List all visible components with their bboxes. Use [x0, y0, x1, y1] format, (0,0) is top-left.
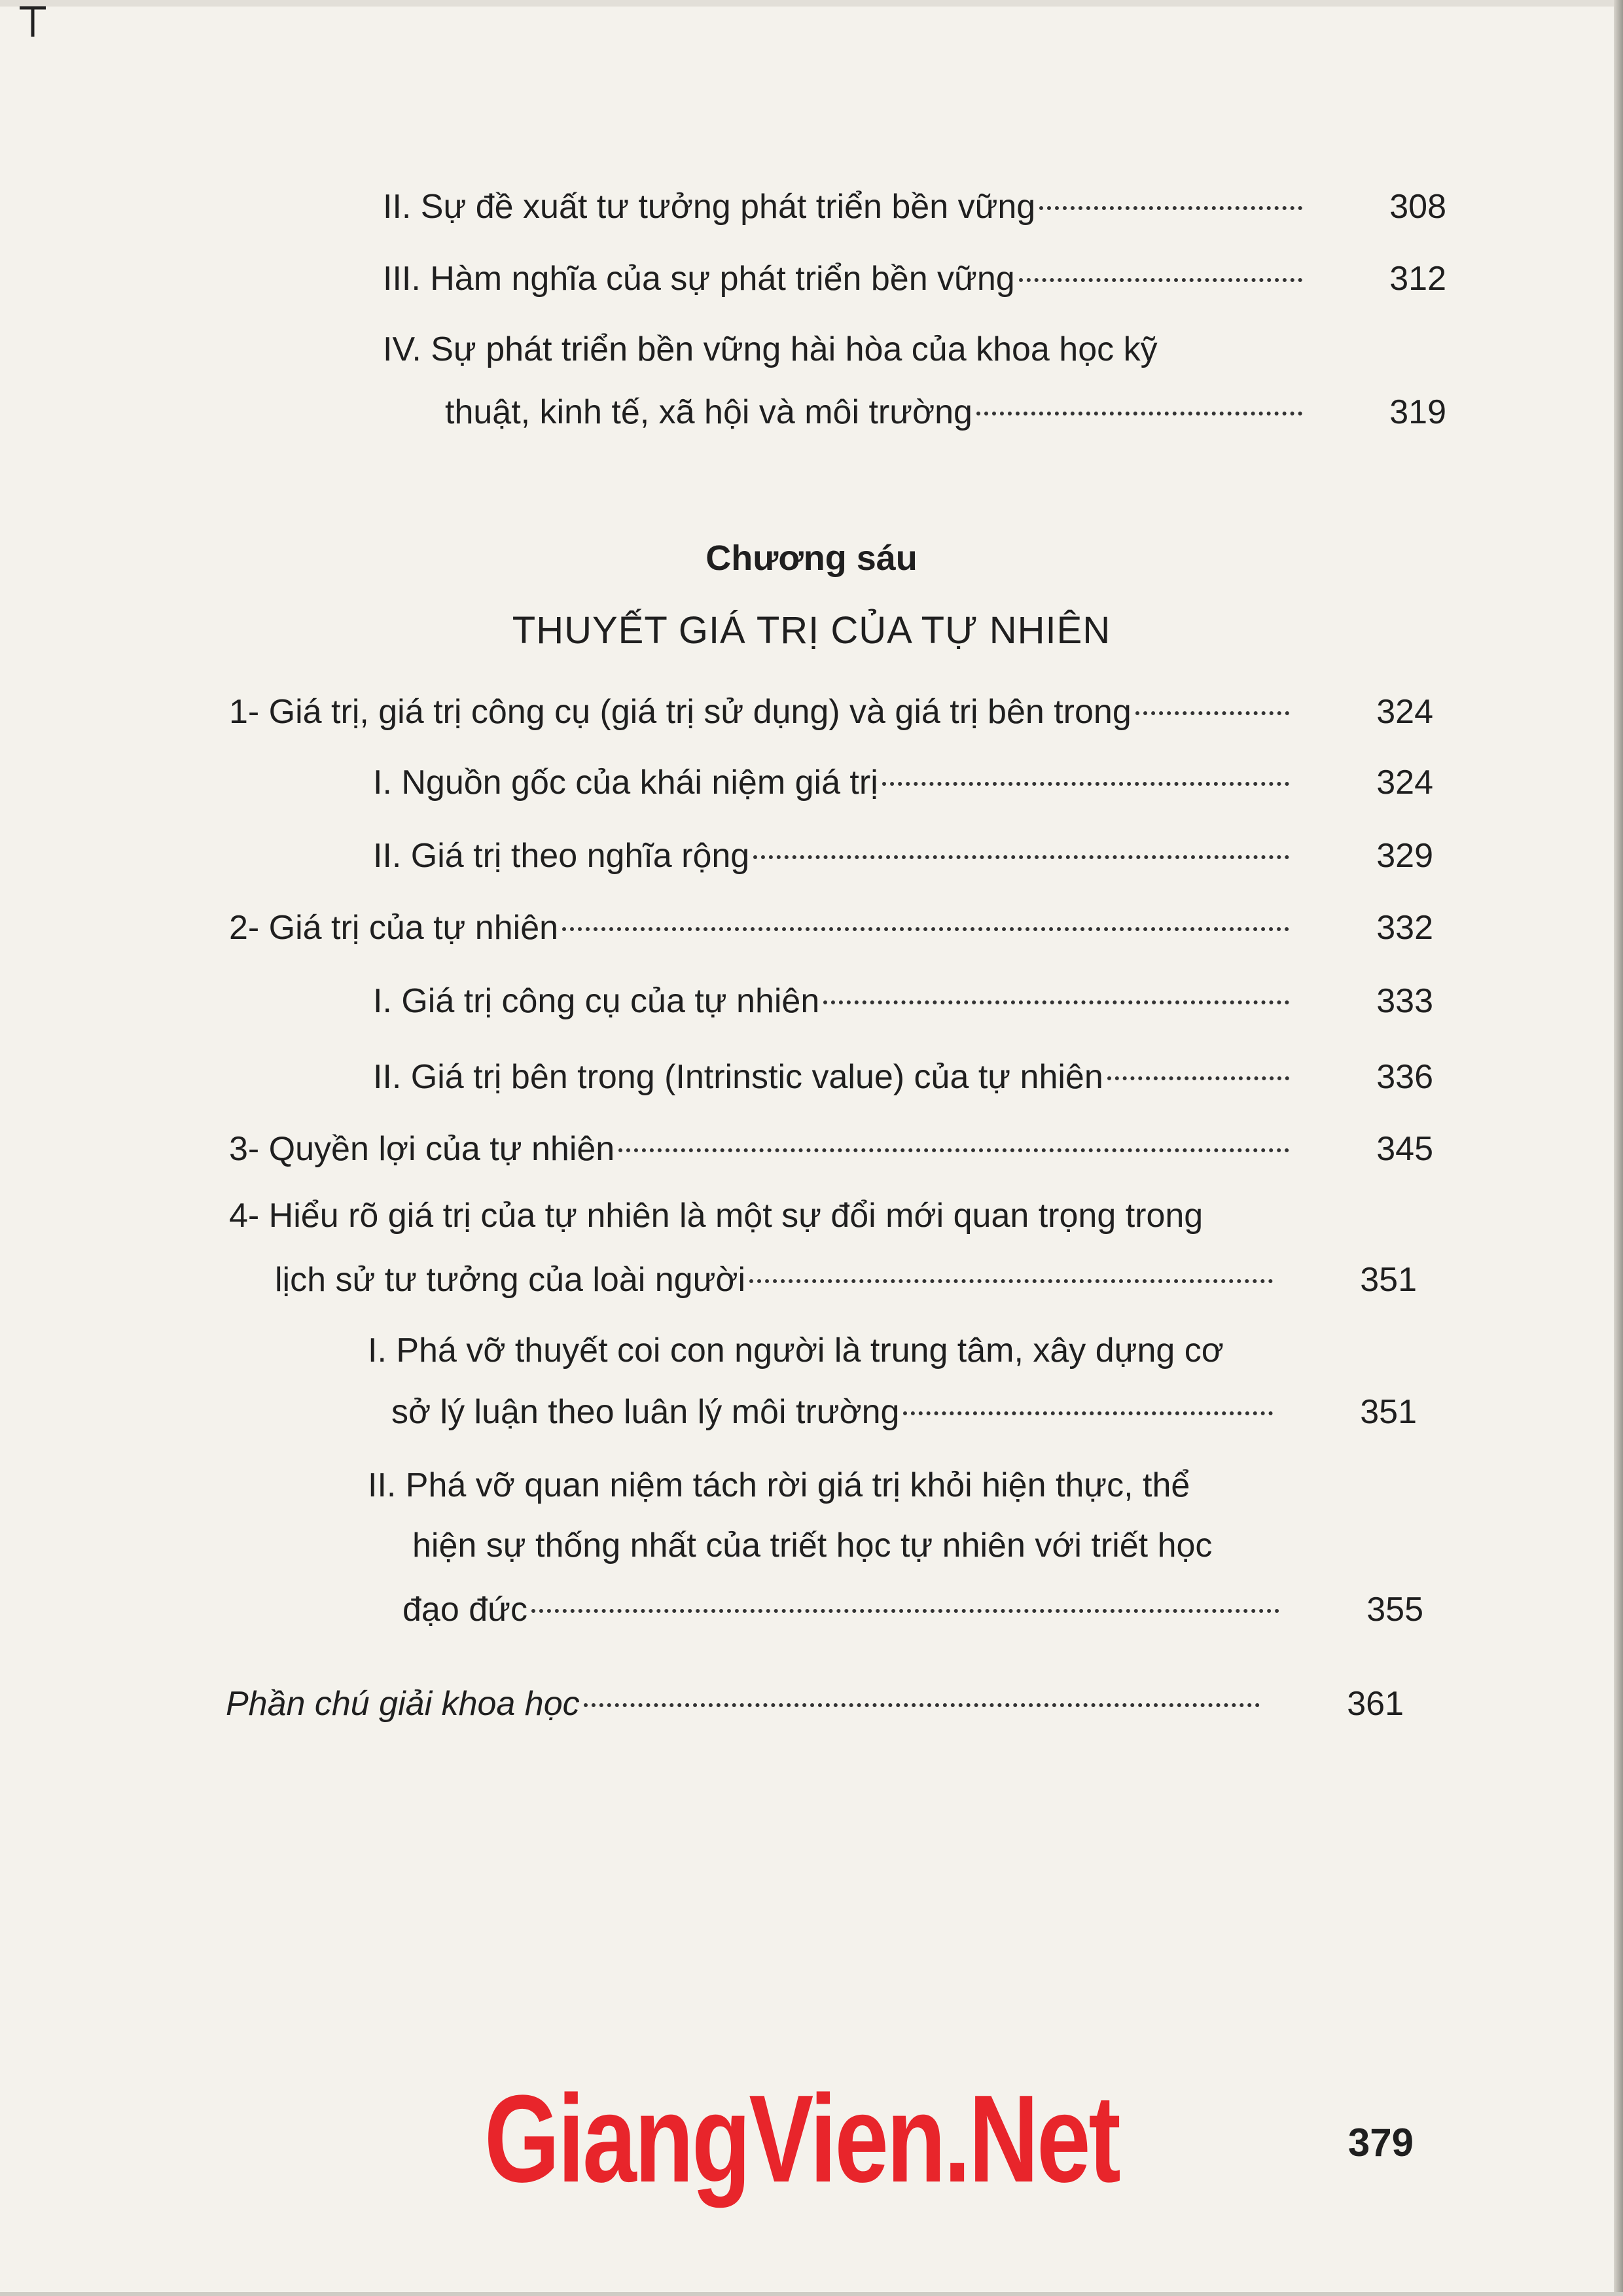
dot-leader: [1039, 206, 1302, 210]
toc-entry[interactable]: [373, 826, 1433, 886]
page-number: 379: [1347, 2121, 1414, 2164]
toc-entry-page: 336: [1376, 1058, 1433, 1096]
toc-entry-page: 351: [1360, 1393, 1417, 1431]
toc-entry-label: đạo đức: [402, 1591, 527, 1629]
toc-entry[interactable]: [383, 177, 1446, 237]
toc-entry[interactable]: [373, 971, 1433, 1031]
toc-entry[interactable]: [229, 1119, 1433, 1179]
toc-entry-page: 329: [1376, 837, 1433, 875]
toc-entry[interactable]: [383, 249, 1446, 309]
dot-leader: [882, 782, 1289, 786]
toc-entry-page: 332: [1376, 909, 1433, 947]
toc-entry-page: 319: [1389, 393, 1446, 431]
toc-entry-label: I. Giá trị công cụ của tự nhiên: [373, 982, 820, 1020]
toc-entry-page: 361: [1347, 1685, 1404, 1723]
toc-entry-label: 1- Giá trị, giá trị công cụ (giá trị sử dụng) và giá trị bên trong: [229, 693, 1132, 731]
toc-entry-label: II. Giá trị bên trong (Intrinstic value) của tự nhiên: [373, 1058, 1103, 1096]
dot-leader: [753, 855, 1289, 859]
dot-leader: [1019, 278, 1302, 282]
dot-leader: [531, 1609, 1279, 1613]
toc-entry-label: lịch sử tư tưởng của loài người: [275, 1261, 746, 1299]
toc-entry[interactable]: [275, 1250, 1417, 1310]
dot-leader: [562, 927, 1289, 931]
corner-crop-mark-icon: [20, 4, 46, 37]
toc-entry[interactable]: [373, 1047, 1433, 1107]
toc-entry-label-line1: I. Phá vỡ thuyết coi con người là trung tâm, xây dựng cơ: [368, 1332, 1224, 1369]
toc-entry-label: Phần chú giải khoa học: [226, 1685, 580, 1723]
scan-edge-bottom: [0, 2292, 1623, 2296]
dot-leader: [823, 1000, 1289, 1004]
toc-entry-label: II. Sự đề xuất tư tưởng phát triển bền vững: [383, 188, 1036, 226]
chapter-title: THUYẾT GIÁ TRỊ CỦA TỰ NHIÊN: [512, 609, 1111, 652]
dot-leader: [976, 412, 1302, 415]
dot-leader: [618, 1148, 1289, 1152]
dot-leader: [1135, 711, 1289, 715]
toc-entry-label: 3- Quyền lợi của tự nhiên: [229, 1130, 615, 1168]
toc-entry-page: 324: [1376, 764, 1433, 802]
toc-entry-label: sở lý luận theo luân lý môi trường: [391, 1393, 900, 1431]
toc-entry[interactable]: [229, 682, 1433, 742]
dot-leader: [1107, 1076, 1289, 1080]
toc-entry[interactable]: [445, 382, 1446, 442]
dot-leader: [749, 1279, 1273, 1283]
toc-entry-annotations[interactable]: [226, 1674, 1404, 1734]
toc-entry-label-line1: IV. Sự phát triển bền vững hài hòa của khoa học kỹ: [383, 330, 1158, 368]
watermark-logo: GiangVien.Net: [484, 2070, 1119, 2208]
toc-entry-page: 333: [1376, 982, 1433, 1020]
toc-entry-label-line1: II. Phá vỡ quan niệm tách rời giá trị khỏi hiện thực, thể: [368, 1466, 1190, 1504]
toc-entry-label-line1: 4- Hiểu rõ giá trị của tự nhiên là một sự đổi mới quan trọng trong: [229, 1197, 1204, 1235]
toc-entry[interactable]: [373, 752, 1433, 813]
toc-entry-label: I. Nguồn gốc của khái niệm giá trị: [373, 764, 878, 802]
toc-entry[interactable]: [402, 1580, 1423, 1640]
toc-entry-label: 2- Giá trị của tự nhiên: [229, 909, 559, 947]
toc-entry-label: thuật, kinh tế, xã hội và môi trường: [445, 393, 972, 431]
toc-entry-page: 355: [1366, 1591, 1423, 1629]
dot-leader: [903, 1411, 1273, 1415]
toc-entry[interactable]: [391, 1382, 1417, 1442]
dot-leader: [584, 1703, 1260, 1707]
toc-entry-label: III. Hàm nghĩa của sự phát triển bền vững: [383, 260, 1015, 298]
toc-entry-page: 324: [1376, 693, 1433, 731]
chapter-number: Chương sáu: [705, 539, 918, 578]
toc-entry-page: 308: [1389, 188, 1446, 226]
scan-edge-top: [0, 0, 1623, 7]
toc-entry-page: 351: [1360, 1261, 1417, 1299]
toc-entry-page: 312: [1389, 260, 1446, 298]
scan-edge-right: [1614, 0, 1623, 2296]
toc-entry-page: 345: [1376, 1130, 1433, 1168]
toc-entry-label: II. Giá trị theo nghĩa rộng: [373, 837, 750, 875]
toc-entry-label-line2: hiện sự thống nhất của triết học tự nhiên với triết học: [412, 1527, 1213, 1564]
toc-entry[interactable]: [229, 898, 1433, 958]
